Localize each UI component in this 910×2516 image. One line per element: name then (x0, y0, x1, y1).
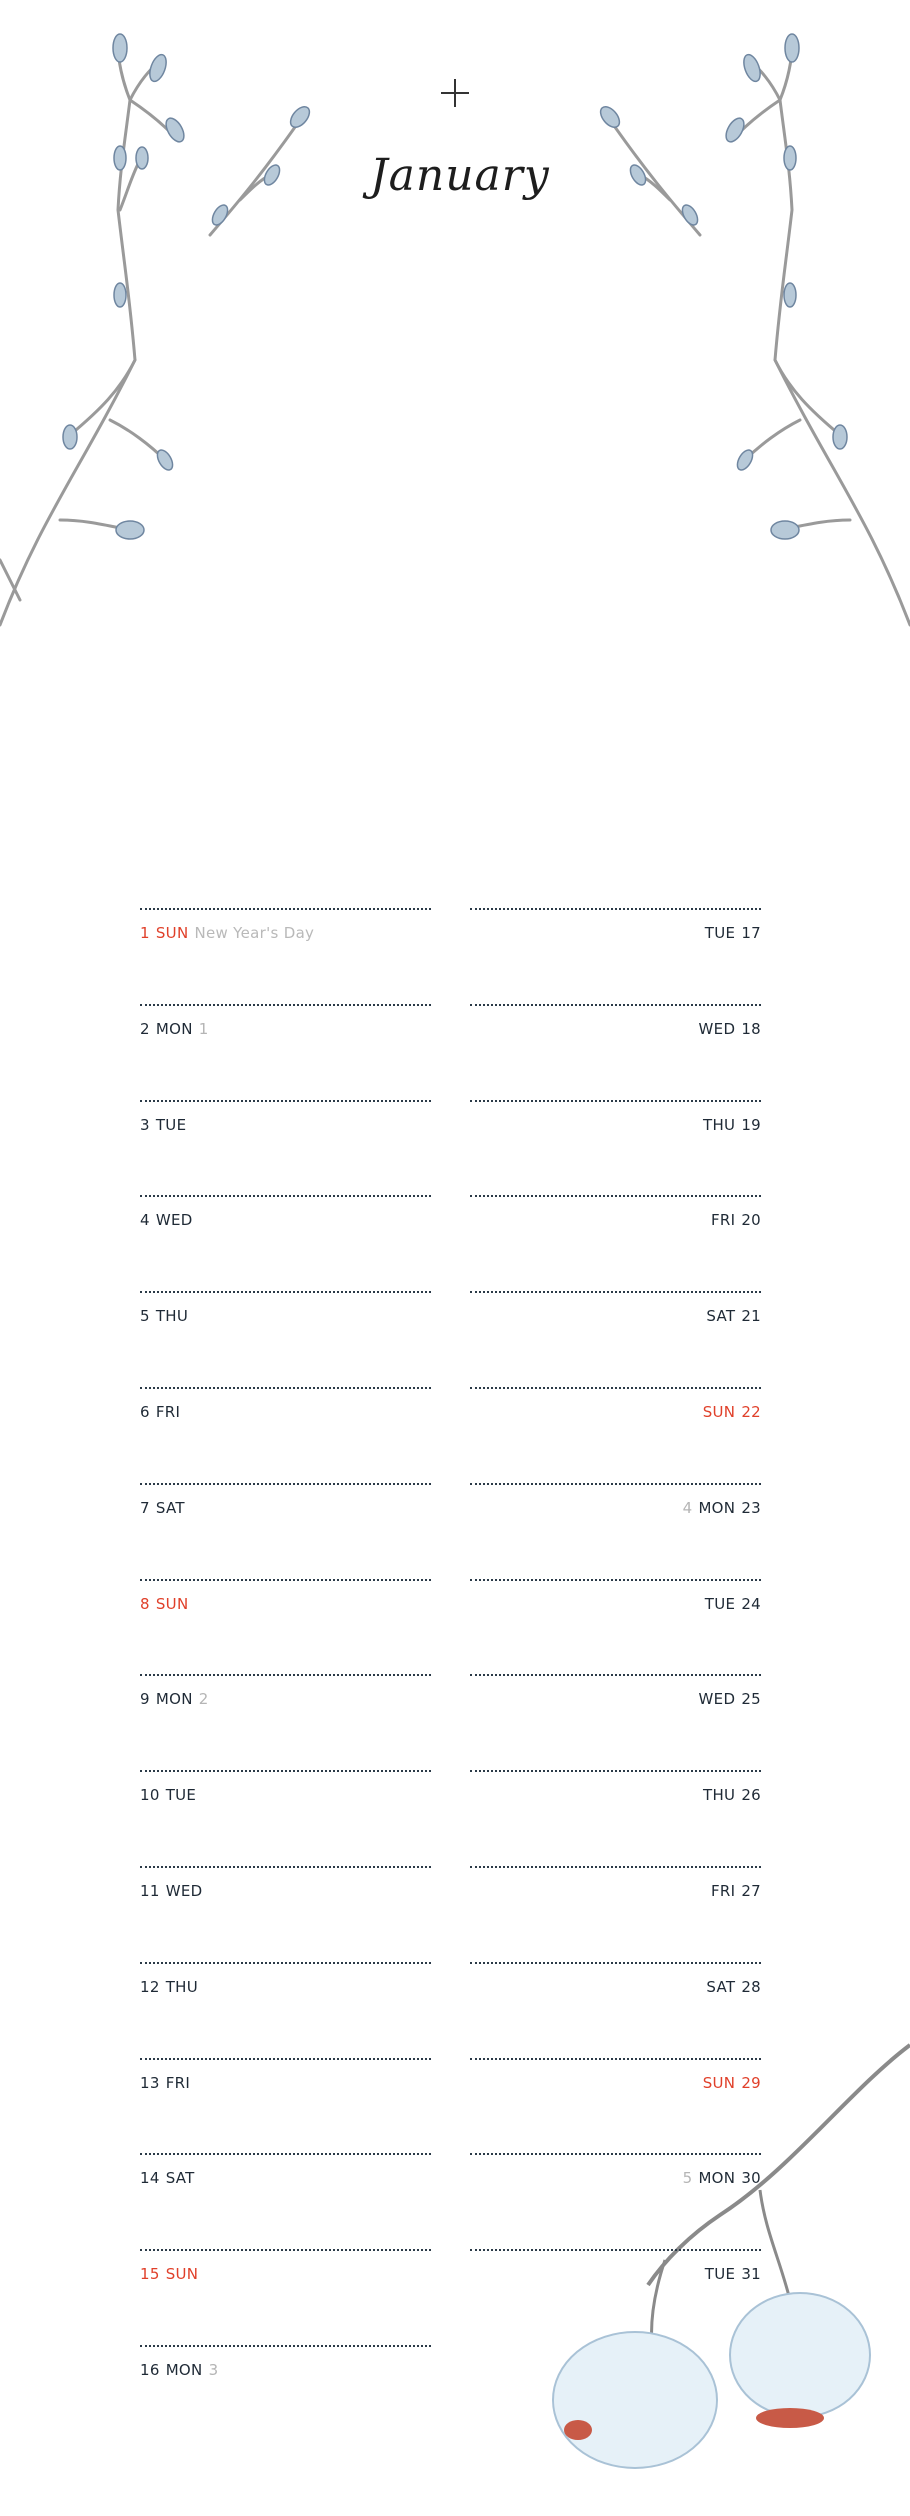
weekday: SAT (155, 1498, 185, 1517)
weekday: MON (698, 1498, 736, 1517)
dotted-divider (470, 1866, 761, 1868)
day-label (705, 924, 761, 942)
day-label (140, 1690, 209, 1708)
day-number: 2 (140, 1019, 150, 1038)
weekday: MON (155, 1690, 193, 1709)
bud-left-icon (63, 34, 313, 539)
weekday: SAT (706, 1307, 736, 1326)
day-label (706, 1307, 761, 1325)
dotted-divider (470, 1291, 761, 1293)
day-number: 5 (140, 1307, 150, 1326)
weekday: WED (155, 1211, 193, 1230)
day-label (703, 1116, 761, 1134)
dotted-divider (140, 1195, 431, 1197)
day-row (470, 2058, 761, 2154)
day-number: 7 (140, 1498, 150, 1517)
day-label (711, 1882, 761, 1900)
day-row (140, 1962, 431, 2058)
weekday: TUE (704, 2265, 736, 2284)
day-label (140, 1116, 186, 1134)
weekday: MON (165, 2360, 203, 2379)
week-number: 1 (198, 1019, 209, 1038)
weekday: THU (165, 1977, 199, 1996)
day-number: 26 (741, 1786, 761, 1805)
day-row (140, 1579, 431, 1675)
weekday: THU (702, 1786, 736, 1805)
day-label (703, 2074, 761, 2092)
dotted-divider (140, 1100, 431, 1102)
day-number: 24 (741, 1594, 761, 1613)
day-label (683, 2169, 761, 2187)
dotted-divider (140, 1579, 431, 1581)
day-number: 31 (741, 2265, 761, 2284)
dotted-divider (470, 1674, 761, 1676)
weekday: MON (698, 2169, 736, 2188)
dotted-divider (140, 2249, 431, 2251)
day-row (470, 2249, 761, 2345)
day-number: 23 (741, 1498, 761, 1517)
day-number: 8 (140, 1594, 150, 1613)
day-number: 4 (140, 1211, 150, 1230)
dotted-divider (470, 1004, 761, 1006)
day-number: 16 (140, 2360, 160, 2379)
day-number: 22 (741, 1402, 761, 1421)
dotted-divider (140, 2058, 431, 2060)
day-row (140, 1004, 431, 1100)
weekday: FRI (710, 1881, 736, 1900)
bud-right-icon (597, 34, 847, 539)
weekday: TUE (704, 1594, 736, 1613)
day-number: 12 (140, 1977, 160, 1996)
day-number: 3 (140, 1115, 150, 1134)
left-day-column (140, 908, 431, 2441)
day-number: 29 (741, 2073, 761, 2092)
weekday: THU (155, 1307, 189, 1326)
day-number: 28 (741, 1977, 761, 1996)
week-number: 2 (198, 1690, 209, 1709)
dotted-divider (140, 2345, 431, 2347)
plus-icon (441, 79, 469, 107)
day-label (140, 2361, 218, 2379)
weekday: FRI (155, 1402, 181, 1421)
dotted-divider (470, 2249, 761, 2251)
day-row (140, 1100, 431, 1196)
dotted-divider (470, 2153, 761, 2155)
weekday: SUN (155, 924, 189, 942)
day-row (140, 1674, 431, 1770)
day-label (140, 2265, 198, 2283)
day-number: 10 (140, 1786, 160, 1805)
day-number: 15 (140, 2265, 160, 2284)
day-row (140, 1483, 431, 1579)
week-number: 3 (208, 2360, 219, 2379)
day-row (470, 1291, 761, 1387)
day-row (470, 1962, 761, 2058)
day-label (699, 1020, 761, 1038)
weekday: FRI (165, 2073, 191, 2092)
dotted-divider (140, 1770, 431, 1772)
day-number: 27 (741, 1881, 761, 1900)
weekday: WED (698, 1019, 736, 1038)
day-label (705, 2265, 761, 2283)
day-row (140, 1770, 431, 1866)
weekday: TUE (155, 1115, 187, 1134)
day-number: 11 (140, 1881, 160, 1900)
dotted-divider (470, 1100, 761, 1102)
day-row (470, 2153, 761, 2249)
day-number: 13 (140, 2073, 160, 2092)
day-row (140, 908, 431, 1004)
day-row (470, 1579, 761, 1675)
day-row (470, 1483, 761, 1579)
day-row (470, 1387, 761, 1483)
day-number: 6 (140, 1402, 150, 1421)
weekday: SUN (702, 1402, 736, 1421)
day-number: 18 (741, 1019, 761, 1038)
day-row (470, 1674, 761, 1770)
week-number: 5 (682, 2169, 693, 2188)
dotted-divider (140, 908, 431, 910)
day-number: 30 (741, 2169, 761, 2188)
dotted-divider (140, 1004, 431, 1006)
dotted-divider (470, 1770, 761, 1772)
day-row (470, 1195, 761, 1291)
day-row (470, 1866, 761, 1962)
dotted-divider (140, 1387, 431, 1389)
day-row (470, 1100, 761, 1196)
day-label (140, 1499, 185, 1517)
day-label (140, 2074, 190, 2092)
weekday: WED (165, 1881, 203, 1900)
day-label (703, 1786, 761, 1804)
weekday: THU (702, 1115, 736, 1134)
day-label (140, 1978, 198, 1996)
dotted-divider (470, 1387, 761, 1389)
dotted-divider (470, 1195, 761, 1197)
weekday: MON (155, 1019, 193, 1038)
dotted-divider (140, 1674, 431, 1676)
dotted-divider (140, 1483, 431, 1485)
weekday: SUN (702, 2073, 736, 2092)
day-label (706, 1978, 761, 1996)
weekday: WED (698, 1690, 736, 1709)
dotted-divider (470, 1962, 761, 1964)
day-number: 1 (140, 924, 150, 942)
day-row (470, 908, 761, 1004)
day-row (470, 1004, 761, 1100)
day-label (140, 1403, 180, 1421)
holiday-note: New Year's Day (194, 924, 315, 942)
branch-right-icon (610, 45, 910, 625)
dotted-divider (140, 1291, 431, 1293)
dotted-divider (470, 1483, 761, 1485)
dotted-divider (470, 2058, 761, 2060)
weekday: TUE (165, 1786, 197, 1805)
day-row (140, 2249, 431, 2345)
branch-left-icon (0, 45, 300, 625)
day-label (140, 1786, 196, 1804)
day-number: 21 (741, 1307, 761, 1326)
weekday: SAT (165, 2169, 195, 2188)
day-number: 9 (140, 1690, 150, 1709)
day-label (140, 1020, 209, 1038)
day-label (683, 1499, 761, 1517)
weekday: FRI (710, 1211, 736, 1230)
weekday: SAT (706, 1977, 736, 1996)
day-row (140, 1387, 431, 1483)
day-row (140, 2058, 431, 2154)
weekday: SUN (155, 1594, 189, 1613)
day-label (140, 2169, 195, 2187)
dotted-divider (470, 1579, 761, 1581)
day-label (711, 1211, 761, 1229)
day-row (140, 1291, 431, 1387)
day-row (470, 1770, 761, 1866)
day-label (140, 1882, 202, 1900)
day-number: 14 (140, 2169, 160, 2188)
day-row (140, 1866, 431, 1962)
dotted-divider (140, 2153, 431, 2155)
day-number: 20 (741, 1211, 761, 1230)
day-label (703, 1403, 761, 1421)
day-row (140, 2153, 431, 2249)
day-label (140, 1595, 188, 1613)
dotted-divider (140, 1866, 431, 1868)
right-day-column (470, 908, 761, 2345)
month-title: January (370, 150, 550, 201)
day-number: 19 (741, 1115, 761, 1134)
day-label (140, 1307, 188, 1325)
day-label (140, 1211, 193, 1229)
day-label (140, 924, 314, 942)
weekday: SUN (165, 2265, 199, 2284)
day-row (140, 1195, 431, 1291)
day-label (699, 1690, 761, 1708)
dotted-divider (470, 908, 761, 910)
day-label (705, 1595, 761, 1613)
day-number: 17 (741, 924, 761, 942)
weekday: TUE (704, 924, 736, 942)
dotted-divider (140, 1962, 431, 1964)
week-number: 4 (682, 1498, 693, 1517)
day-number: 25 (741, 1690, 761, 1709)
day-row (140, 2345, 431, 2441)
